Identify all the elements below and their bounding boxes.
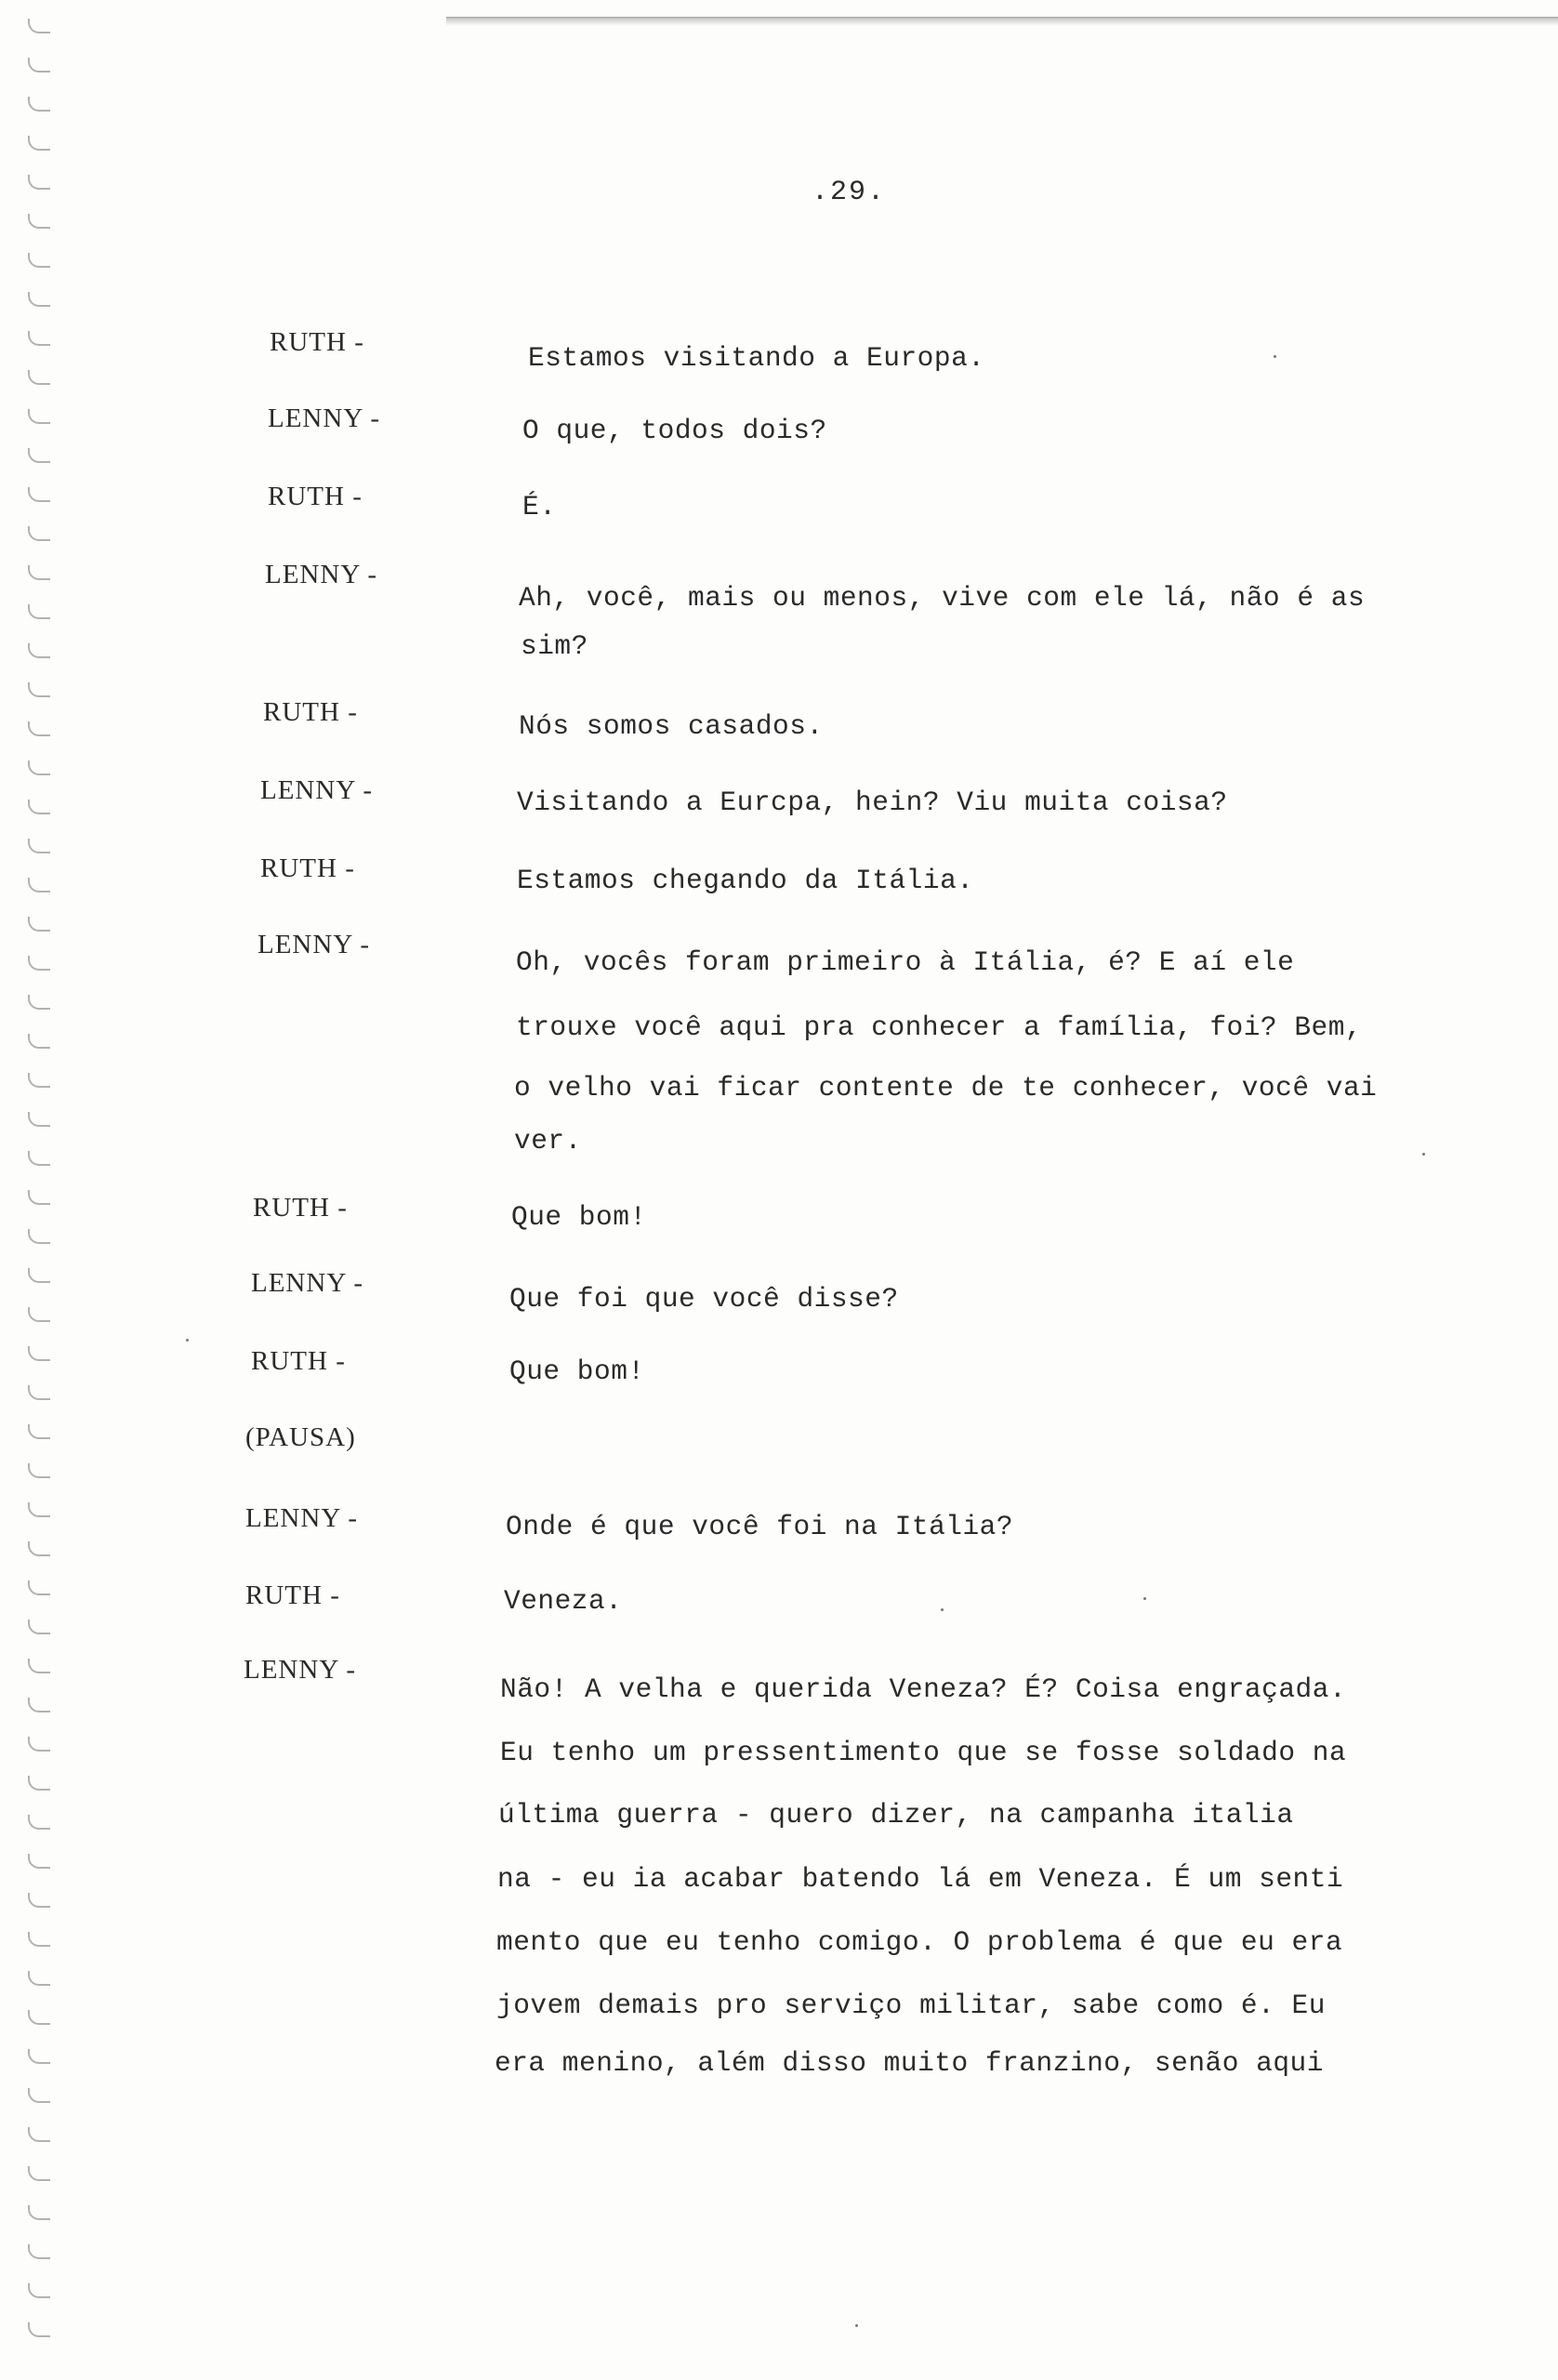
- binding-hole: [28, 878, 50, 892]
- binding-hole: [28, 2010, 50, 2025]
- binding-hole: [28, 331, 50, 346]
- dialogue-text: Ah, você, mais ou menos, vive com ele lá, não é as: [519, 582, 1366, 614]
- binding-hole: [28, 1190, 50, 1205]
- binding-hole: [28, 19, 50, 33]
- binding-hole: [28, 1034, 50, 1049]
- binding-hole: [28, 1268, 50, 1283]
- binding-hole: [28, 58, 50, 73]
- dialogue-line: mento que eu tenho comigo. O problema é que eu era: [496, 1926, 1343, 1958]
- dialogue-line: trouxe você aqui pra conhecer a família, foi? Bem,: [516, 1012, 1363, 1043]
- dialogue-line: Onde é que você foi na Itália?: [506, 1511, 1014, 1542]
- binding-hole: [28, 1307, 50, 1322]
- binding-hole: [28, 995, 50, 1010]
- binding-hole: [28, 1815, 50, 1830]
- speaker-label: RUTH -: [251, 1346, 346, 1376]
- binding-hole: [28, 370, 50, 385]
- binding-hole: [28, 1737, 50, 1752]
- binding-hole: [28, 682, 50, 697]
- binding-hole: [28, 1346, 50, 1361]
- binding-hole: [28, 917, 50, 932]
- binding-hole: [28, 292, 50, 307]
- binding-hole: [28, 1073, 50, 1088]
- dialogue-line: Não! A velha e querida Veneza? É? Coisa engraçada.: [500, 1673, 1347, 1705]
- stage-direction: (PAUSA): [245, 1422, 356, 1452]
- speaker-label: RUTH -: [270, 327, 364, 357]
- speaker-label: LENNY -: [268, 403, 381, 433]
- speaker-label: LENNY -: [265, 560, 378, 589]
- speaker-label: RUTH -: [253, 1193, 348, 1223]
- binding-hole: [28, 2205, 50, 2220]
- speaker-label: LENNY -: [257, 930, 371, 959]
- binding-hole: [28, 839, 50, 853]
- dialogue-line: É.: [522, 491, 557, 522]
- binding-hole: [28, 1893, 50, 1908]
- binding-hole: [28, 1971, 50, 1986]
- dialogue-line: O que, todos dois?: [522, 415, 827, 446]
- binding-hole: [28, 253, 50, 268]
- page-number: .29.: [812, 177, 887, 208]
- speaker-label: LENNY -: [244, 1655, 357, 1685]
- speaker-label: RUTH -: [260, 853, 355, 883]
- binding-hole: [28, 1776, 50, 1791]
- dialogue-line: Estamos visitando a Europa.: [528, 342, 985, 374]
- binding-hole: [28, 2049, 50, 2064]
- dialogue-line: [519, 582, 1365, 614]
- binding-hole: [28, 1385, 50, 1400]
- dialogue-line: jovem demais pro serviço militar, sabe como é. Eu: [496, 1990, 1326, 2021]
- binding-hole: [28, 800, 50, 814]
- speaker-label: RUTH -: [263, 697, 358, 727]
- binding-hole: [28, 604, 50, 619]
- binding-hole: [28, 1424, 50, 1439]
- scan-speck: [1143, 1597, 1146, 1600]
- binding-hole: [28, 487, 50, 502]
- speaker-label: RUTH -: [245, 1580, 340, 1610]
- dialogue-line: Que bom!: [509, 1355, 645, 1387]
- binding-hole: [28, 2244, 50, 2259]
- binding-hole: [28, 565, 50, 580]
- binding-hole: [28, 760, 50, 775]
- binding-hole: [28, 1698, 50, 1712]
- dialogue-line: Estamos chegando da Itália.: [517, 865, 974, 896]
- binding-hole: [28, 1112, 50, 1127]
- binding-hole: [28, 1932, 50, 1947]
- binding-hole: [28, 1580, 50, 1595]
- scan-speck: [1422, 1153, 1425, 1156]
- binding-hole: [28, 1659, 50, 1673]
- scan-speck: [855, 2324, 858, 2327]
- binding-hole: [28, 2166, 50, 2181]
- binding-hole: [28, 97, 50, 112]
- binding-hole: [28, 526, 50, 541]
- binding-hole: [28, 214, 50, 229]
- dialogue-line: Visitando a Eurcpa, hein? Viu muita coisa?: [517, 787, 1228, 818]
- speaker-label: LENNY -: [260, 775, 374, 805]
- speaker-label: LENNY -: [251, 1268, 364, 1298]
- dialogue-line: Que foi que você disse?: [509, 1283, 899, 1315]
- binding-hole: [28, 2322, 50, 2337]
- dialogue-line: Que bom!: [511, 1201, 647, 1233]
- binding-hole: [28, 1854, 50, 1869]
- binding-hole: [28, 409, 50, 424]
- speaker-label: LENNY -: [245, 1503, 359, 1533]
- dialogue-line: era menino, além disso muito franzino, senão aqui: [495, 2047, 1324, 2079]
- binding-hole: [28, 1620, 50, 1634]
- dialogue-line: Oh, vocês foram primeiro à Itália, é? E aí ele: [516, 946, 1295, 978]
- binding-hole: [28, 2127, 50, 2142]
- binding-holes: [28, 19, 65, 2361]
- dialogue-line: ver.: [514, 1125, 582, 1157]
- binding-hole: [28, 1229, 50, 1244]
- dialogue-line: na - eu ia acabar batendo lá em Veneza. É um senti: [497, 1863, 1344, 1895]
- binding-hole: [28, 1151, 50, 1166]
- dialogue-line: o velho vai ficar contente de te conhecer, você vai: [514, 1072, 1378, 1104]
- binding-hole: [28, 2088, 50, 2103]
- binding-hole: [28, 956, 50, 971]
- dialogue-line: última guerra - quero dizer, na campanha italia: [498, 1799, 1294, 1831]
- binding-hole: [28, 2283, 50, 2298]
- dialogue-line: Veneza.: [504, 1585, 623, 1617]
- binding-hole: [28, 643, 50, 658]
- scan-speck: [1274, 355, 1276, 358]
- binding-hole: [28, 1541, 50, 1556]
- scan-speck: [186, 1339, 189, 1342]
- binding-hole: [28, 1502, 50, 1517]
- scan-speck: [941, 1608, 944, 1611]
- binding-hole: [28, 721, 50, 736]
- binding-hole: [28, 136, 50, 151]
- scan-top-edge: [446, 17, 1558, 54]
- dialogue-line: Eu tenho um pressentimento que se fosse soldado na: [500, 1737, 1347, 1768]
- binding-hole: [28, 448, 50, 463]
- dialogue-line: sim?: [521, 630, 588, 662]
- binding-hole: [28, 1463, 50, 1478]
- dialogue-line: Nós somos casados.: [519, 710, 824, 742]
- binding-hole: [28, 175, 50, 190]
- speaker-label: RUTH -: [268, 482, 363, 511]
